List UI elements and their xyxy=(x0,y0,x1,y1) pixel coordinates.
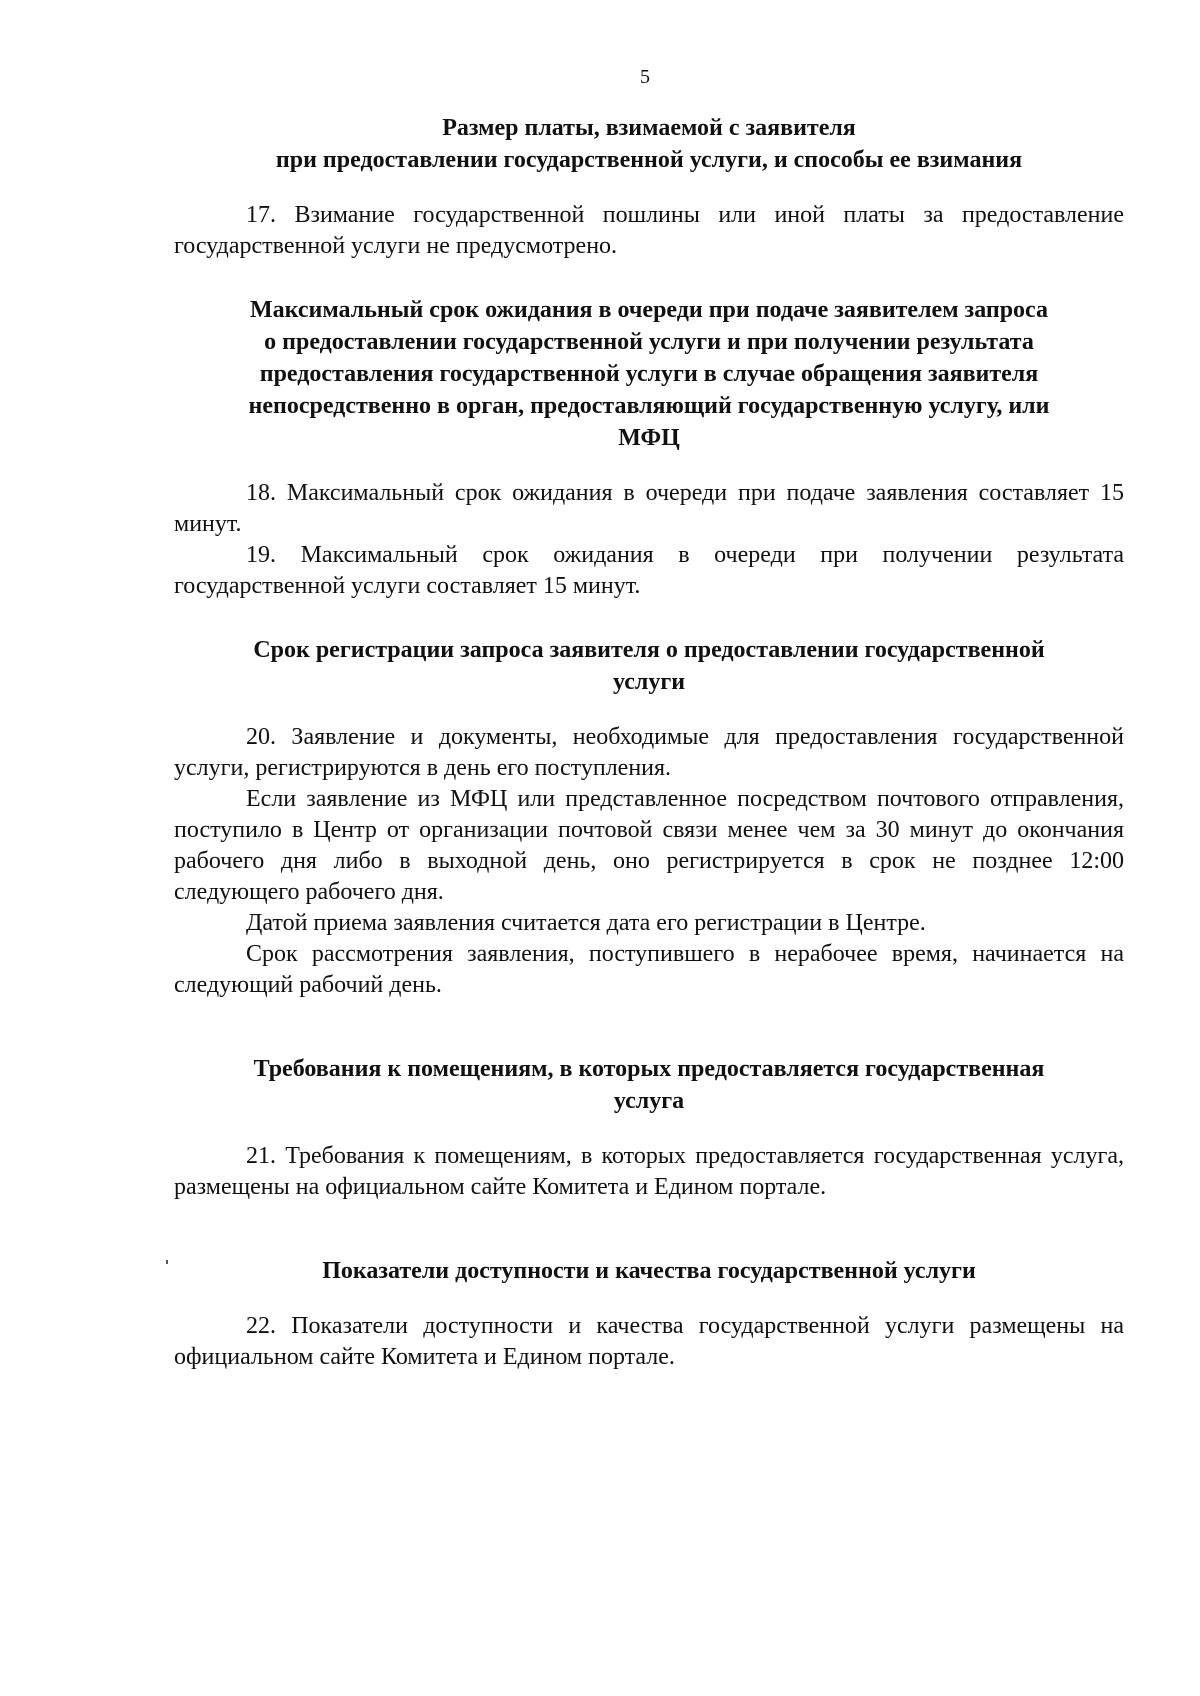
heading-line: Максимальный срок ожидания в очереди при подаче заявителем запроса xyxy=(249,297,1048,323)
heading-line: Размер платы, взимаемой с заявителя xyxy=(442,115,856,141)
heading-line: предоставления государственной услуги в случае обращения заявителя xyxy=(259,361,1039,387)
section-heading xyxy=(174,634,1124,698)
section-registration xyxy=(174,634,1124,1001)
paragraph-20: 20. Заявление и документы, необходимые для предоставления государственной услуги, регистрируются в день его поступления. xyxy=(174,724,1124,781)
heading-line: Показатели доступности и качества государственной услуги xyxy=(322,1258,976,1284)
heading-line: услуги xyxy=(612,669,686,695)
scan-speck xyxy=(166,1260,168,1264)
heading-line: Срок регистрации запроса заявителя о предоставлении государственной xyxy=(253,637,1045,663)
paragraph-20-receipt-date: Датой приема заявления считается дата его регистрации в Центре. xyxy=(246,910,926,936)
section-waiting-time xyxy=(174,294,1124,602)
section-heading xyxy=(174,1053,1124,1117)
paragraph-17: 17. Взимание государственной пошлины или иной платы за предоставление государственной услуги не предусмотрено. xyxy=(174,202,1124,259)
heading-line: Требования к помещениям, в которых предоставляется государственная xyxy=(253,1056,1045,1082)
section-premises xyxy=(174,1053,1124,1203)
heading-line: МФЦ xyxy=(618,425,680,451)
paragraph-22: 22. Показатели доступности и качества государственной услуги размещены на официальном сайте Комитета и Едином портале. xyxy=(174,1313,1124,1370)
paragraph-20-late-submission: Если заявление из МФЦ или представленное посредством почтового отправления, поступило в Центр от организации почтовой связи менее чем за 30 минут до окончания рабочего дня либо в выходной день, оно регистрируется в срок не позднее 12:00 следующего рабочего дня. xyxy=(174,786,1124,905)
section-heading xyxy=(174,112,1124,176)
paragraph-18: 18. Максимальный срок ожидания в очереди при подаче заявления составляет 15 минут. xyxy=(174,480,1124,537)
document-body xyxy=(174,112,1124,1373)
section-fee xyxy=(174,112,1124,262)
section-heading xyxy=(174,294,1124,454)
paragraph-21: 21. Требования к помещениям, в которых предоставляется государственная услуга, размещены на официальном сайте Комитета и Едином портале. xyxy=(174,1143,1124,1200)
heading-line: услуга xyxy=(613,1088,685,1114)
section-quality-indicators xyxy=(174,1255,1124,1373)
heading-line: при предоставлении государственной услуги, и способы ее взимания xyxy=(275,147,1023,173)
heading-line: о предоставлении государственной услуги и при получении результата xyxy=(264,329,1034,355)
heading-line: непосредственно в орган, предоставляющий государственную услугу, или xyxy=(248,393,1050,419)
paragraph-19: 19. Максимальный срок ожидания в очереди при получении результата государственной услуги составляет 15 минут. xyxy=(174,542,1124,599)
section-heading xyxy=(174,1255,1124,1287)
page-number: 5 xyxy=(640,66,650,88)
paragraph-20-review-start: Срок рассмотрения заявления, поступившего в нерабочее время, начинается на следующий рабочий день. xyxy=(174,941,1124,998)
